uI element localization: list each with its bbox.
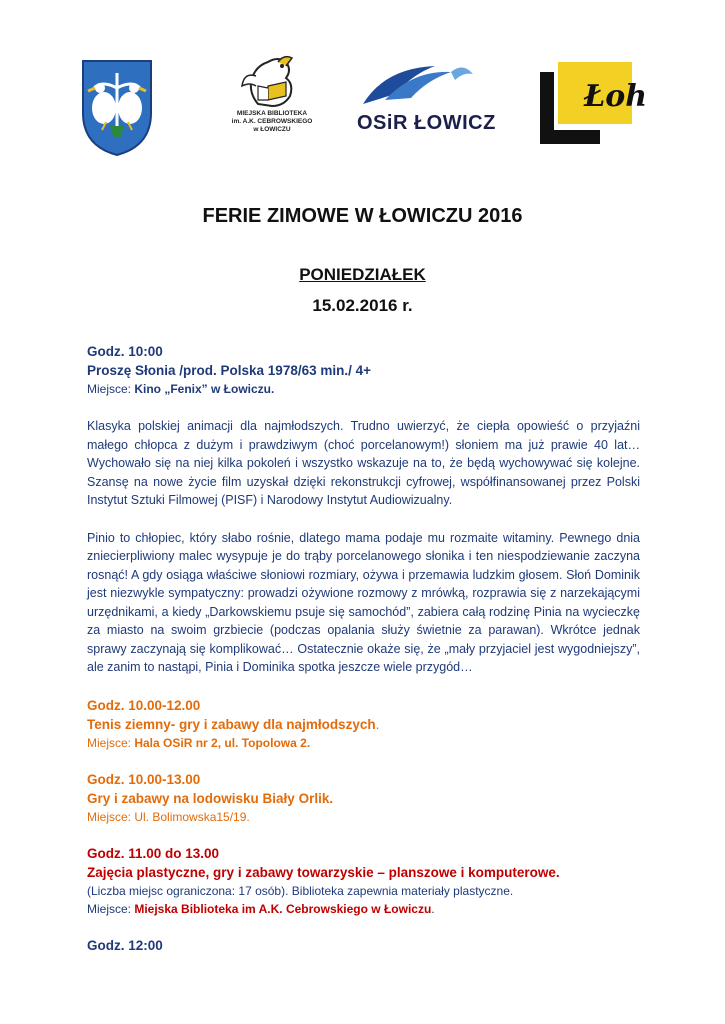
event-place: Miejsce: Ul. Bolimowska15/19. bbox=[87, 809, 250, 824]
library-logo bbox=[228, 52, 316, 160]
day-heading: PONIEDZIAŁEK bbox=[299, 265, 426, 284]
event-title: Proszę Słonia /prod. Polska 1978/63 min./ 4+ bbox=[87, 363, 371, 378]
event-time: Godz. 10.00-12.00 bbox=[87, 697, 201, 713]
place-label: Miejsce: bbox=[87, 382, 135, 396]
event-time: Godz. 11.00 do 13.00 bbox=[87, 845, 220, 861]
event-description: Klasyka polskiej animacji dla najmłodszych. Trudno uwierzyć, że ciepła opowieść o przyjaźni małego chłopca z dużym i prawdziwym (choć porcelanowym!) słoniem ma już prawie 40 lat… Wychowało się na niej kilka pokoleń i wszystko wskazuje na to, że będą wychowywać się kolejne. Szansę na nowe życie film uzyskał dzięki rekonstrukcji cyfrowej, współfinansowanej przez Polski Instytut Sztuki Filmowej (PISF) i Narodowy Instytut Audiowizualny. bbox=[87, 419, 640, 507]
swoosh-icon bbox=[355, 60, 515, 112]
lowicz-coat-of-arms-icon bbox=[80, 58, 154, 158]
event-title bbox=[87, 715, 640, 734]
osir-logo bbox=[355, 60, 515, 150]
place-value: Miejska Biblioteka im A.K. Cebrowskiego w Łowiczu bbox=[134, 901, 432, 916]
place-value: Kino „Fenix” w Łowiczu. bbox=[134, 382, 275, 396]
loh-logo-text: Łoh bbox=[584, 79, 648, 114]
logo-bar bbox=[0, 50, 725, 160]
schedule bbox=[87, 342, 640, 955]
library-logo-line: w ŁOWICZU bbox=[253, 126, 291, 133]
loh-logo bbox=[540, 62, 648, 144]
event-description: Pinio to chłopiec, który słabo rośnie, dlatego mama podaje mu rozmaite witaminy. Pewnego dnia zniecierpliwiony malec wysypuje je do trąby porcelanowego słonika i ten niespodziewanie zaczyna rosnąć! A gdy osiąga właściwe słoniowi rozmiary, ożywa i przemawia ludzkim głosem. Słoń Dominik jest niezwykle sympatyczny: prowadzi ożywione rozmowy z mrówką, rozprawia się z narzekającymi urzędnikami, a kiedy „Darkowskiemu psuje się samochód”, zabiera całą rodzinę Pinia na wycieczkę za miasto na swoim grzbiecie (podczas opalania służy świetnie za parawan). Wkrótce jednak sprawy zaczynają się komplikować… Ostatecznie okaże się, że „mały przyjaciel jest wygodniejszy”, ale zanim to nastąpi, Pinia i Dominika spotka jeszcze wiele przygód… bbox=[87, 530, 640, 674]
event-time: Godz. 10:00 bbox=[87, 344, 163, 359]
event-place bbox=[87, 900, 640, 918]
place-end: . bbox=[431, 901, 435, 916]
page-title: FERIE ZIMOWE W ŁOWICZU 2016 bbox=[202, 205, 523, 227]
event-place bbox=[87, 380, 640, 398]
osir-logo-text: OSiR ŁOWICZ bbox=[357, 112, 496, 134]
event-time: Godz. 12:00 bbox=[87, 937, 163, 953]
event-title-end: . bbox=[375, 716, 380, 732]
event-title: Zajęcia plastyczne, gry i zabawy towarzyskie – planszowe i komputerowe. bbox=[87, 864, 560, 880]
event-title-text: Tenis ziemny- gry i zabawy dla najmłodszych bbox=[87, 716, 376, 732]
date-heading: 15.02.2016 r. bbox=[312, 296, 413, 315]
event-time: Godz. 10.00-13.00 bbox=[87, 771, 201, 787]
event-title: Gry i zabawy na lodowisku Biały Orlik. bbox=[87, 790, 334, 806]
event-place bbox=[87, 734, 640, 752]
place-label: Miejsce: bbox=[87, 901, 135, 916]
place-label: Miejsce: bbox=[87, 735, 135, 750]
library-logo-line: MIEJSKA BIBLIOTEKA bbox=[236, 110, 308, 117]
place-value: Hala OSiR nr 2, ul. Topolowa 2. bbox=[134, 735, 311, 750]
library-logo-line: im. A.K. CEBROWSKIEGO bbox=[231, 118, 313, 125]
griffin-book-icon bbox=[228, 52, 316, 110]
event-note: (Liczba miejsc ograniczona: 17 osób). Biblioteka zapewnia materiały plastyczne. bbox=[87, 883, 514, 898]
